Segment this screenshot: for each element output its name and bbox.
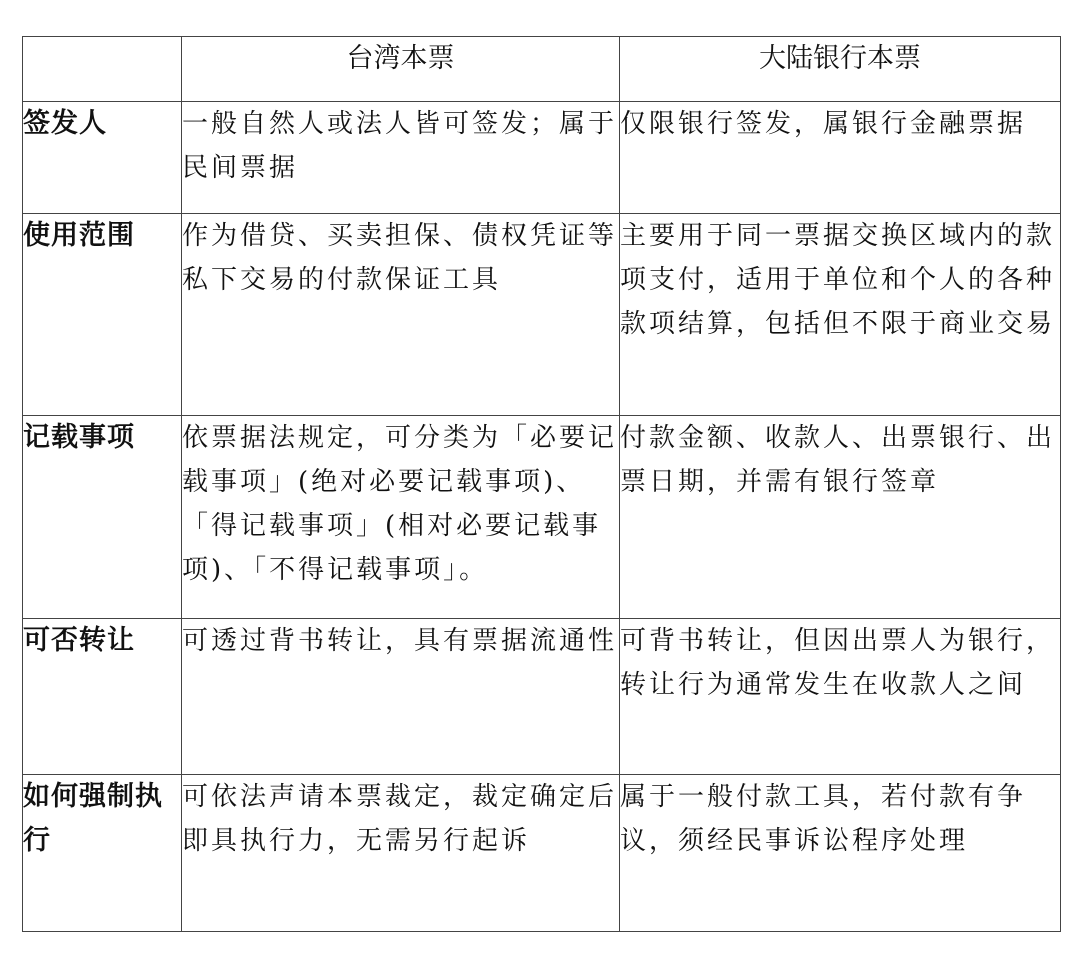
taiwan-cell: 可依法声请本票裁定，裁定确定后即具执行力，无需另行起诉 [182,775,620,932]
table-row [23,214,1061,416]
row-label: 可否转让 [23,619,182,775]
mainland-cell: 仅限银行签发，属银行金融票据 [620,102,1061,214]
mainland-cell: 可背书转让，但因出票人为银行，转让行为通常发生在收款人之间 [620,619,1061,775]
header-empty-cell [23,37,182,102]
row-label: 签发人 [23,102,182,214]
row-label: 记载事项 [23,416,182,619]
table-row [23,102,1061,214]
taiwan-cell: 依票据法规定，可分类为「必要记载事项」(绝对必要记载事项)、「得记载事项」(相对必要记载事项)、「不得记载事项」。 [182,416,620,619]
taiwan-cell: 一般自然人或法人皆可签发；属于民间票据 [182,102,620,214]
row-label: 如何强制执行 [23,775,182,932]
table-row [23,619,1061,775]
taiwan-cell: 可透过背书转让，具有票据流通性 [182,619,620,775]
header-row [23,37,1061,102]
header-taiwan: 台湾本票 [182,37,620,102]
table-row [23,416,1061,619]
mainland-cell: 主要用于同一票据交换区域内的款项支付，适用于单位和个人的各种款项结算，包括但不限于商业交易 [620,214,1061,416]
mainland-cell: 属于一般付款工具，若付款有争议，须经民事诉讼程序处理 [620,775,1061,932]
table-row [23,775,1061,932]
row-label: 使用范围 [23,214,182,416]
taiwan-cell: 作为借贷、买卖担保、债权凭证等私下交易的付款保证工具 [182,214,620,416]
comparison-table [22,36,1061,932]
header-mainland: 大陆银行本票 [620,37,1061,102]
mainland-cell: 付款金额、收款人、出票银行、出票日期，并需有银行签章 [620,416,1061,619]
